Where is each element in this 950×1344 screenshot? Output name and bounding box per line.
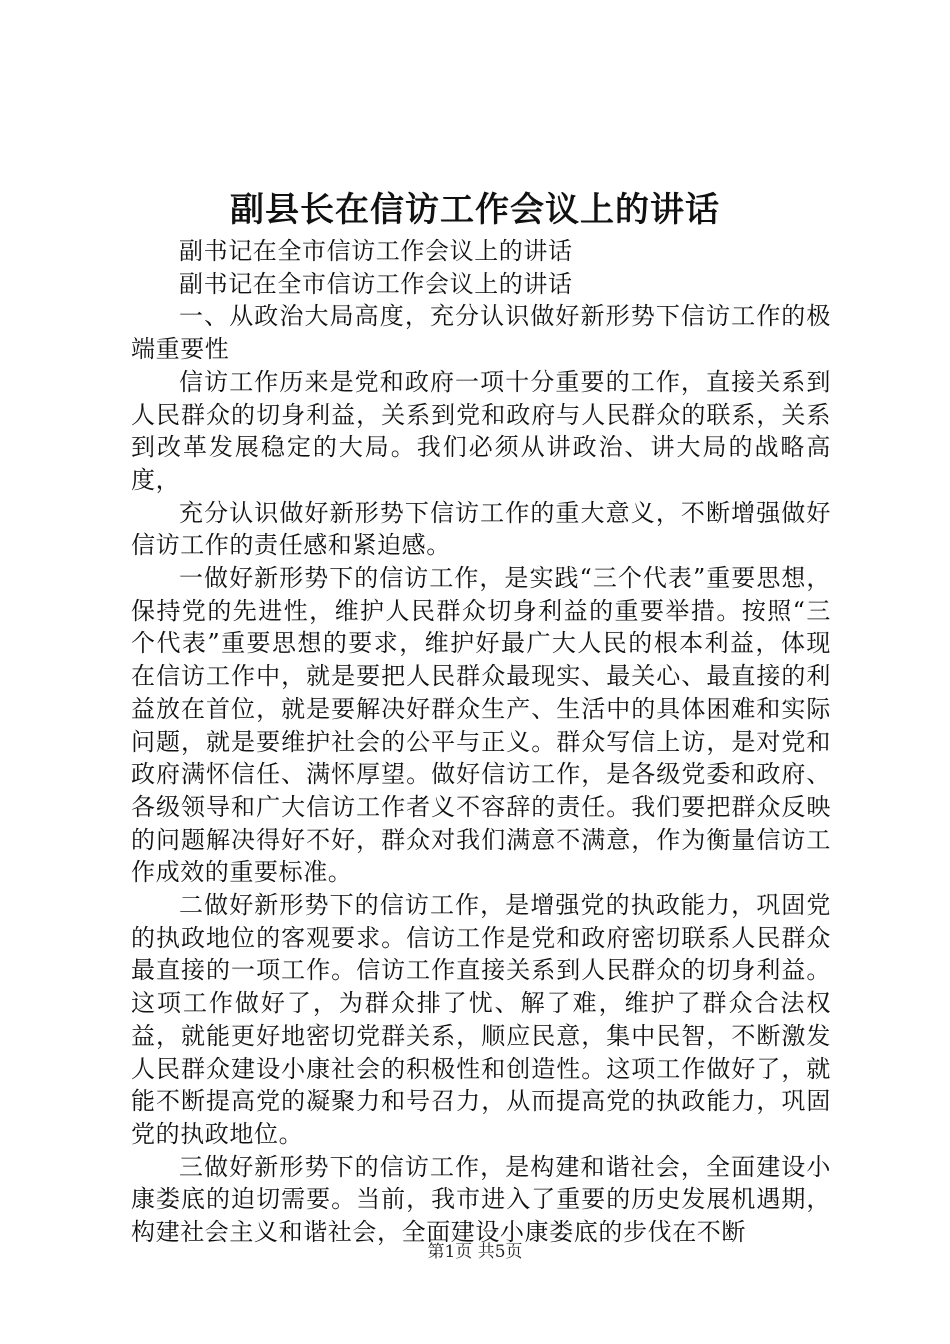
page-number: 第1页 共5页 — [427, 1242, 523, 1262]
document-title: 副县长在信访工作会议上的讲话 — [230, 190, 720, 230]
paragraph: 二做好新形势下的信访工作，是增强党的执政能力，巩固党的执政地位的客观要求。信访工作是党和政府密切联系人民群众最直接的一项工作。信访工作直接关系到人民群众的切身利益。这项工作做好了，为群众排了忧、解了难，维护了群众合法权益，就能更好地密切党群关系，顺应民意，集中民智，不断激发人民群众建设小康社会的积极性和创造性。这项工作做好了，就能不断提高党的凝聚力和号召力，从而提高党的执政能力，巩固党的执政地位。 — [131, 891, 831, 1148]
paragraph: 副书记在全市信访工作会议上的讲话 — [179, 237, 573, 265]
paragraph: 一做好新形势下的信访工作，是实践“三个代表”重要思想，保持党的先进性，维护人民群众切身利益的重要举措。按照“三个代表”重要思想的要求，维护好最广大人民的根本利益，体现在信访工作中，就是要把人民群众最现实、最关心、最直接的利益放在首位，就是要解决好群众生产、生活中的具体困难和实际问题，就是要维护社会的公平与正义。群众写信上访，是对党和政府满怀信任、满怀厚望。做好信访工作，是各级党委和政府、各级领导和广大信访工作者义不容辞的责任。我们要把群众反映的问题解决得好不好，群众对我们满意不满意，作为衡量信访工作成效的重要标准。 — [131, 564, 831, 887]
paragraph: 三做好新形势下的信访工作，是构建和谐社会，全面建设小康娄底的迫切需要。当前，我市进入了重要的历史发展机遇期，构建社会主义和谐社会，全面建设小康娄底的步伐在不断 — [131, 1152, 831, 1247]
document-body — [131, 235, 831, 1249]
paragraph: 信访工作历来是党和政府一项十分重要的工作，直接关系到人民群众的切身利益，关系到党和政府与人民群众的联系，关系到改革发展稳定的大局。我们必须从讲政治、讲大局的战略高度， — [131, 367, 831, 494]
paragraph: 副书记在全市信访工作会议上的讲话 — [179, 269, 573, 298]
section-heading: 一、从政治大局高度，充分认识做好新形势下信访工作的极端重要性 — [131, 302, 831, 364]
paragraph: 充分认识做好新形势下信访工作的重大意义，不断增强做好信访工作的责任感和紧迫感。 — [131, 498, 831, 560]
